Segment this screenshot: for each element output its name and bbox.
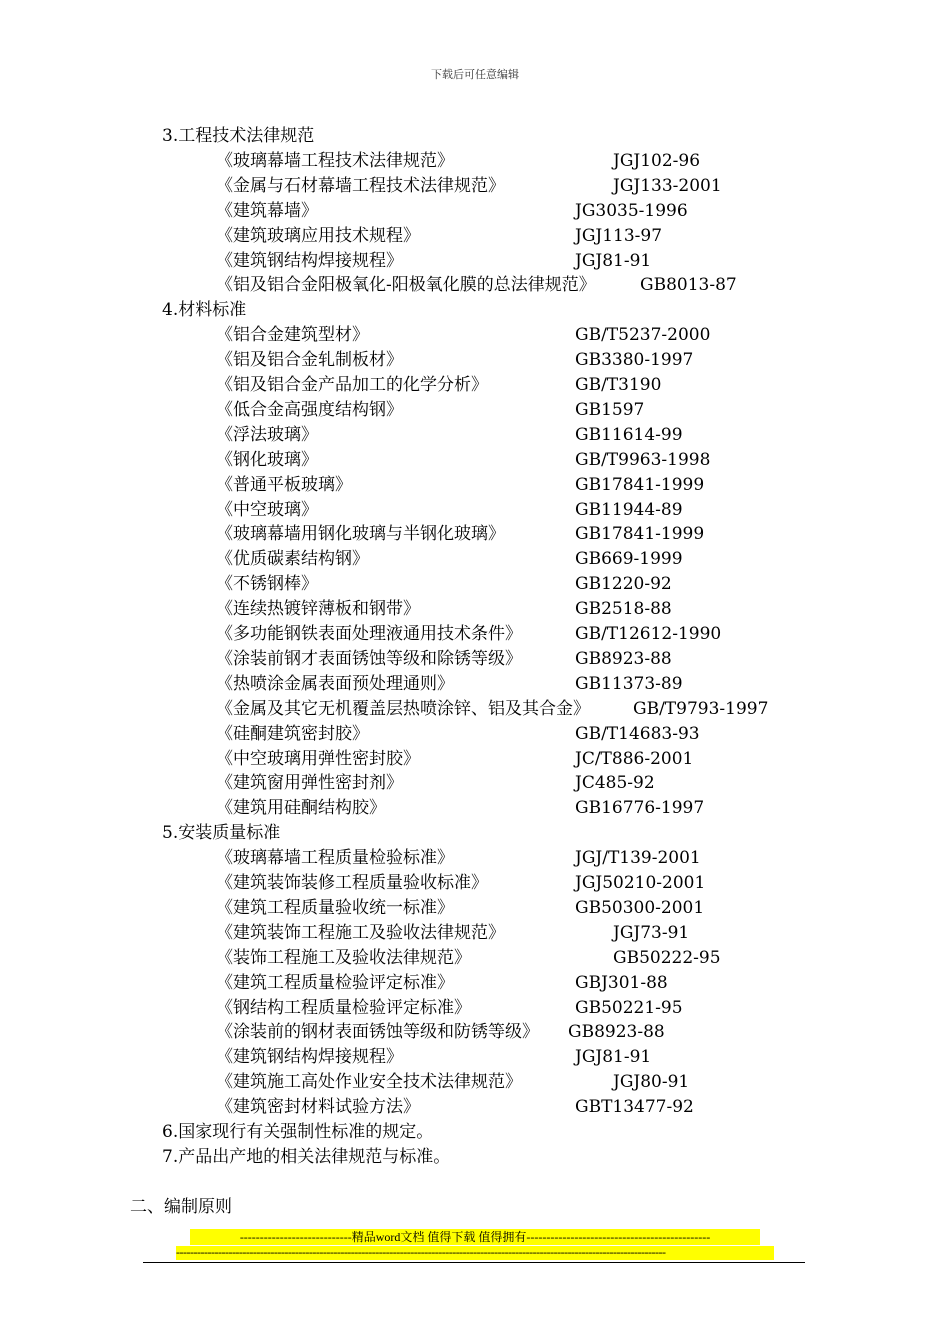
- standard-row: [216, 846, 701, 871]
- standard-row: [216, 622, 722, 647]
- standard-code: GB1597: [575, 399, 645, 420]
- standard-row: [216, 149, 701, 174]
- chapter-heading: 二、编制原则: [130, 1197, 232, 1217]
- standard-name: 《建筑装饰工程施工及验收法律规范》: [216, 922, 505, 943]
- footer-rule: [143, 1262, 805, 1263]
- standard-name: 《建筑钢结构焊接规程》: [216, 1047, 403, 1068]
- standard-row: [216, 448, 711, 473]
- standard-row: [216, 373, 662, 398]
- standard-code: GB11614-99: [575, 424, 683, 445]
- standard-code: GB8923-88: [568, 1022, 665, 1043]
- standard-row: [216, 1095, 694, 1120]
- standard-name: 《铝合金建筑型材》: [216, 325, 369, 346]
- standard-row: [216, 1045, 652, 1070]
- standard-row: [216, 747, 694, 772]
- standard-name: 《建筑工程质量验收统一标准》: [216, 897, 454, 918]
- standard-name: 《建筑幕墙》: [216, 200, 318, 221]
- standard-code: JGJ80-91: [613, 1072, 690, 1093]
- standard-name: 《装饰工程施工及验收法律规范》: [216, 947, 471, 968]
- standard-name: 《多功能钢铁表面处理液通用技术条件》: [216, 624, 522, 644]
- standard-row: [216, 697, 769, 722]
- standard-code: GB11944-89: [575, 499, 683, 520]
- section-title: 4.材料标准: [162, 300, 247, 321]
- standard-row: [216, 398, 645, 423]
- standard-code: GB/T9793-1997: [633, 698, 769, 719]
- standard-code: JGJ50210-2001: [575, 873, 706, 893]
- standard-name: 《钢化玻璃》: [216, 449, 318, 470]
- standard-code: GBJ301-88: [575, 972, 668, 993]
- standard-code: JC485-92: [575, 773, 655, 794]
- standard-row: [216, 547, 683, 572]
- standard-name: 《普通平板玻璃》: [216, 474, 352, 495]
- standard-code: GB1220-92: [575, 574, 672, 595]
- standard-name: 《铝及铝合金产品加工的化学分析》: [216, 375, 488, 395]
- standard-name: 《建筑装饰装修工程质量验收标准》: [216, 873, 488, 893]
- standard-name: 《钢结构工程质量检验评定标准》: [216, 997, 471, 1018]
- standard-name: 《金属与石材幕墙工程技术法律规范》: [216, 175, 505, 196]
- standard-name: 《建筑钢结构焊接规程》: [216, 250, 403, 271]
- standard-code: JGJ81-91: [575, 1047, 652, 1068]
- standard-row: [216, 996, 683, 1021]
- standard-name: 《建筑用硅酮结构胶》: [216, 798, 386, 819]
- standard-row: [216, 572, 672, 597]
- standard-name: 《玻璃幕墙工程质量检验标准》: [216, 848, 454, 869]
- section-title: 7.产品出产地的相关法律规范与标准。: [162, 1146, 451, 1167]
- standard-code: JGJ81-91: [575, 250, 652, 271]
- standard-row: [216, 647, 672, 672]
- standard-row: [216, 921, 690, 946]
- standard-name: 《建筑施工高处作业安全技术法律规范》: [216, 1072, 522, 1093]
- standard-code: GB17841-1999: [575, 474, 705, 495]
- standard-name: 《中空玻璃用弹性密封胶》: [216, 748, 420, 769]
- standard-name: 《铝及铝合金轧制板材》: [216, 350, 403, 371]
- standard-name: 《涂装前的钢材表面锈蚀等级和防锈等级》: [216, 1022, 539, 1043]
- standard-code: JGJ73-91: [613, 922, 690, 943]
- section-title: 3.工程技术法律规范: [162, 126, 315, 146]
- standard-name: 《建筑玻璃应用技术规程》: [216, 225, 420, 246]
- standard-row: [216, 423, 683, 448]
- standard-name: 《铝及铝合金阳极氧化-阳极氧化膜的总法律规范》: [216, 275, 596, 296]
- standard-row: [216, 174, 722, 199]
- standard-row: [216, 722, 700, 747]
- standard-code: GB/T3190: [575, 375, 662, 395]
- standard-name: 《涂装前钢才表面锈蚀等级和除锈等级》: [216, 648, 522, 669]
- standard-code: GB2518-88: [575, 599, 672, 620]
- standard-row: [216, 946, 721, 971]
- standard-row: [216, 498, 683, 523]
- standard-row: [216, 522, 705, 547]
- standard-code: JC/T886-2001: [575, 748, 694, 769]
- standard-row: [216, 249, 652, 274]
- standard-code: GB8013-87: [640, 275, 737, 296]
- standard-row: [216, 199, 688, 224]
- standard-name: 《建筑工程质量检验评定标准》: [216, 972, 454, 993]
- footer-banner: ----------------------------精品word文档 值得下载 值得拥有----------------------------------------------: [190, 1229, 760, 1245]
- footer-dashes: --------------------------------------------------------------------------------------------------------------------------------------------: [176, 1246, 774, 1260]
- standard-row: [216, 273, 737, 298]
- standard-code: GB16776-1997: [575, 798, 705, 819]
- standard-row: [216, 1070, 690, 1095]
- standard-row: [216, 323, 711, 348]
- standard-code: GB3380-1997: [575, 350, 694, 371]
- standard-code: GBT13477-92: [575, 1097, 694, 1118]
- standard-row: [216, 896, 705, 921]
- standard-code: JGJ102-96: [613, 150, 701, 171]
- standard-name: 《硅酮建筑密封胶》: [216, 723, 369, 744]
- standard-row: [216, 971, 668, 996]
- standard-row: [216, 473, 705, 498]
- standard-code: GB17841-1999: [575, 524, 705, 545]
- standard-code: GB/T5237-2000: [575, 325, 711, 346]
- standard-row: [216, 796, 705, 821]
- standard-row: [216, 771, 655, 796]
- standard-name: 《不锈钢棒》: [216, 574, 318, 595]
- standard-code: GB669-1999: [575, 549, 683, 570]
- standard-name: 《优质碳素结构钢》: [216, 549, 369, 570]
- standard-code: GB50222-95: [613, 947, 721, 968]
- standard-code: GB50221-95: [575, 997, 683, 1018]
- standard-code: JGJ/T139-2001: [575, 848, 701, 869]
- standard-code: GB/T12612-1990: [575, 624, 722, 644]
- standard-code: GB50300-2001: [575, 897, 705, 918]
- standard-name: 《连续热镀锌薄板和钢带》: [216, 599, 420, 620]
- standard-code: GB/T14683-93: [575, 723, 700, 744]
- standard-code: JG3035-1996: [575, 200, 688, 221]
- standard-row: [216, 597, 672, 622]
- standard-code: GB/T9963-1998: [575, 449, 711, 470]
- standard-row: [216, 224, 663, 249]
- standard-code: GB8923-88: [575, 648, 672, 669]
- standard-name: 《中空玻璃》: [216, 499, 318, 520]
- standard-code: JGJ113-97: [575, 225, 663, 246]
- standard-name: 《热喷涂金属表面预处理通则》: [216, 673, 454, 694]
- standard-name: 《玻璃幕墙用钢化玻璃与半钢化玻璃》: [216, 524, 505, 545]
- section-title: 6.国家现行有关强制性标准的规定。: [162, 1122, 434, 1142]
- standard-name: 《建筑窗用弹性密封剂》: [216, 773, 403, 794]
- page-header: 下载后可任意编辑: [431, 68, 519, 81]
- standard-row: [216, 348, 694, 373]
- standard-code: JGJ133-2001: [613, 175, 722, 196]
- standard-name: 《低合金高强度结构钢》: [216, 399, 403, 420]
- section-title: 5.安装质量标准: [162, 823, 281, 844]
- standard-row: [216, 672, 683, 697]
- standard-row: [216, 1020, 665, 1045]
- standard-name: 《玻璃幕墙工程技术法律规范》: [216, 150, 454, 171]
- standard-name: 《建筑密封材料试验方法》: [216, 1097, 420, 1118]
- standard-name: 《浮法玻璃》: [216, 424, 318, 445]
- standard-row: [216, 871, 706, 896]
- standard-name: 《金属及其它无机覆盖层热喷涂锌、铝及其合金》: [216, 698, 590, 719]
- standard-code: GB11373-89: [575, 673, 683, 694]
